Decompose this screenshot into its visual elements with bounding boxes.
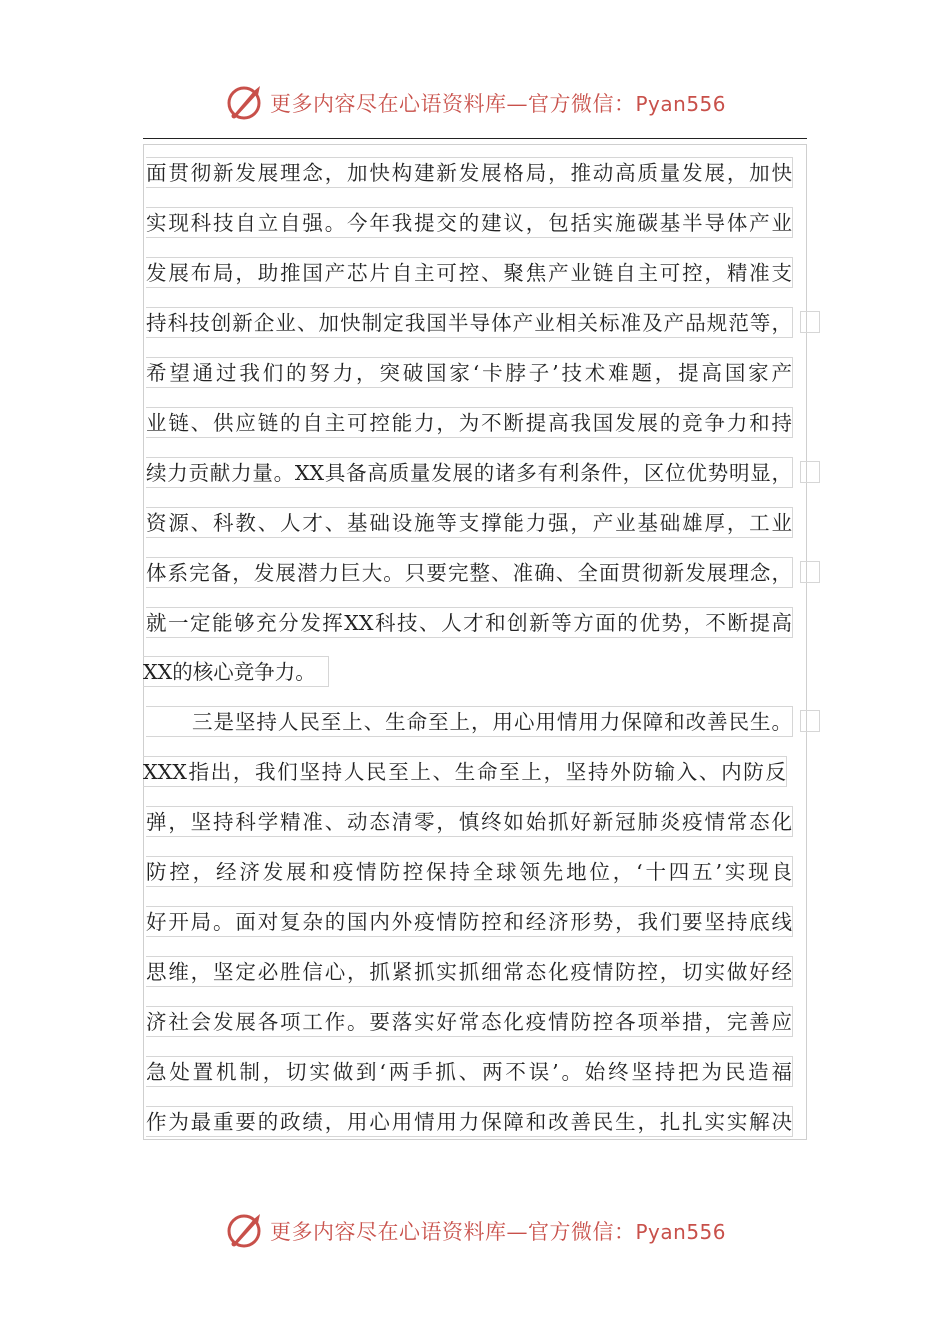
quill-logo-icon	[224, 1211, 264, 1251]
footer-wechat-id: Pyan556	[635, 1220, 726, 1244]
text-line: 作为最重要的政绩，用心用情用力保障和改善民生，扎扎实实解决	[146, 1106, 793, 1137]
text-line: 济社会发展各项工作。要落实好常态化疫情防控各项举措，完善应	[146, 1006, 793, 1037]
header-banner	[0, 80, 950, 126]
text-line: 弹，坚持科学精准、动态清零，慎终如始抓好新冠肺炎疫情常态化	[146, 806, 793, 837]
line-overflow-marker	[800, 311, 820, 333]
quill-logo-icon	[224, 83, 264, 123]
text-line: XXX指出，我们坚持人民至上、生命至上，坚持外防输入、内防反	[143, 756, 787, 787]
text-line: XX的核心竞争力。	[143, 656, 329, 687]
text-line: 面贯彻新发展理念，加快构建新发展格局，推动高质量发展，加快	[146, 157, 793, 188]
text-line: 续力贡献力量。XX具备高质量发展的诸多有利条件，区位优势明显，	[146, 457, 793, 488]
text-line: 实现科技自立自强。今年我提交的建议，包括实施碳基半导体产业	[146, 207, 793, 238]
paragraph-start-line: 三是坚持人民至上、生命至上，用心用情用力保障和改善民生。	[146, 706, 793, 737]
page-text-frame	[143, 144, 807, 1140]
text-line: 发展布局，助推国产芯片自主可控、聚焦产业链自主可控，精准支	[146, 257, 793, 288]
header-wechat-id: Pyan556	[635, 92, 726, 116]
text-line: 防控，经济发展和疫情防控保持全球领先地位，‘十四五’实现良	[146, 856, 793, 887]
text-line: 就一定能够充分发挥XX科技、人才和创新等方面的优势，不断提高	[146, 607, 793, 638]
text-line: 希望通过我们的努力，突破国家‘卡脖子’技术难题，提高国家产	[146, 357, 793, 388]
line-overflow-marker	[800, 710, 820, 732]
text-line: 好开局。面对复杂的国内外疫情防控和经济形势，我们要坚持底线	[146, 906, 793, 937]
line-overflow-marker	[800, 461, 820, 483]
text-line: 资源、科教、人才、基础设施等支撑能力强，产业基础雄厚，工业	[146, 507, 793, 538]
text-line: 思维，坚定必胜信心，抓紧抓实抓细常态化疫情防控，切实做好经	[146, 956, 793, 987]
text-line: 持科技创新企业、加快制定我国半导体产业相关标准及产品规范等，	[146, 307, 793, 338]
line-overflow-marker	[800, 561, 820, 583]
text-line: 急处置机制，切实做到‘两手抓、两不误’。始终坚持把为民造福	[146, 1056, 793, 1087]
header-rule	[143, 138, 807, 139]
footer-banner-text: 更多内容尽在心语资料库—官方微信：	[269, 1220, 636, 1244]
footer-banner	[0, 1208, 950, 1254]
text-line: 体系完备，发展潜力巨大。只要完整、准确、全面贯彻新发展理念，	[146, 557, 793, 588]
header-banner-text: 更多内容尽在心语资料库—官方微信：	[269, 92, 636, 116]
text-line: 业链、供应链的自主可控能力，为不断提高我国发展的竞争力和持	[146, 407, 793, 438]
